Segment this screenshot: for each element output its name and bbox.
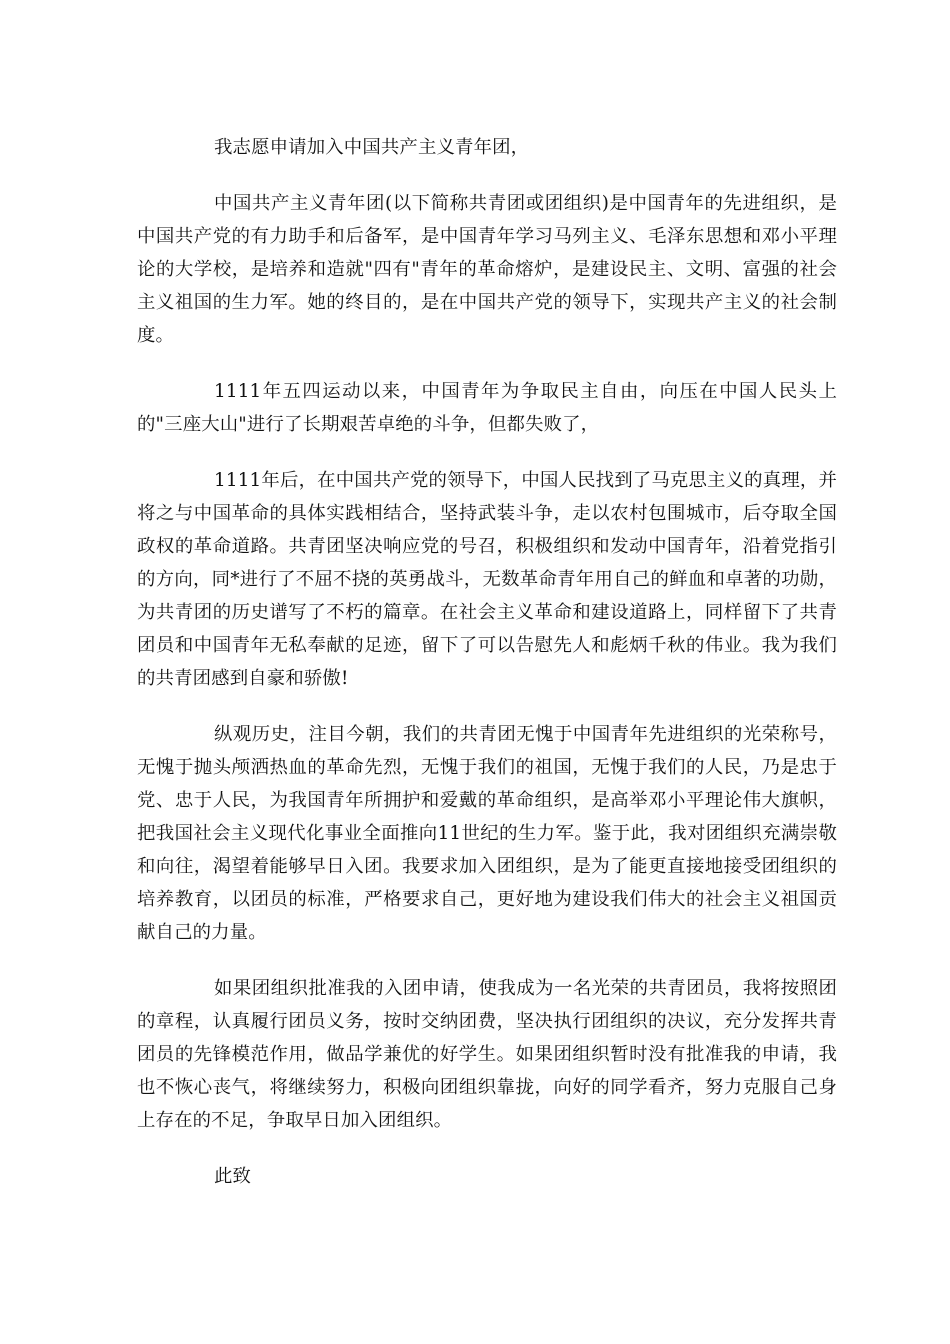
paragraph-motivation: 纵观历史，注目今朝，我们的共青团无愧于中国青年先进组织的光荣称号，无愧于抛头颅洒热血的革命先烈，无愧于我们的祖国，无愧于我们的人民，乃是忠于党、忠于人民，为我国青年所拥护和爱戴的革命组织，是高举邓小平理论伟大旗帜，把我国社会主义现代化事业全面推向11世纪的生力军。鉴于此，我对团组织充满崇敬和向往，渴望着能够早日入团。我要求加入团组织，是为了能更直接地接受团组织的培养教育，以团员的标准，严格要求自己，更好地为建设我们伟大的社会主义祖国贡献自己的力量。: [137, 724, 837, 943]
greeting-line: 我志愿申请加入中国共产主义青年团，: [214, 137, 530, 158]
closing-salutation: 此致: [214, 1166, 252, 1187]
paragraph-revolution-history: 1111年后，在中国共产党的领导下，中国人民找到了马克思主义的真理，并将之与中国革命的具体实践相结合，坚持武装斗争，走以农村包围城市，后夺取全国政权的革命道路。共青团坚决响应党的号召，积极组织和发动中国青年，沿着党指引的方向，同*进行了不屈不挠的英勇战斗，无数革命青年用自己的鲜血和卓著的功勋，为共青团的历史谱写了不朽的篇章。在社会主义革命和建设道路上，同样留下了共青团员和中国青年无私奉献的足迹，留下了可以告慰先人和彪炳千秋的伟业。我为我们的共青团感到自豪和骄傲!: [137, 470, 837, 689]
document-body: [137, 131, 837, 1193]
paragraph-cyl-intro: 中国共产主义青年团(以下简称共青团或团组织)是中国青年的先进组织，是中国共产党的有力助手和后备军，是中国青年学习马列主义、毛泽东思想和邓小平理论的大学校，是培养和造就"四有"青年的革命熔炉，是建设民主、文明、富强的社会主义祖国的生力军。她的终目的，是在中国共产党的领导下，实现共产主义的社会制度。: [137, 193, 837, 346]
paragraph-commitment: 如果团组织批准我的入团申请，使我成为一名光荣的共青团员，我将按照团的章程，认真履行团员义务，按时交纳团费，坚决执行团组织的决议，充分发挥共青团员的先锋模范作用，做品学兼优的好学生。如果团组织暂时没有批准我的申请，我也不恢心丧气，将继续努力，积极向团组织靠拢，向好的同学看齐，努力克服自己身上存在的不足，争取早日加入团组织。: [137, 978, 837, 1131]
paragraph-may-fourth: 1111年五四运动以来，中国青年为争取民主自由，向压在中国人民头上的"三座大山"进行了长期艰苦卓绝的斗争，但都失败了，: [137, 381, 837, 435]
